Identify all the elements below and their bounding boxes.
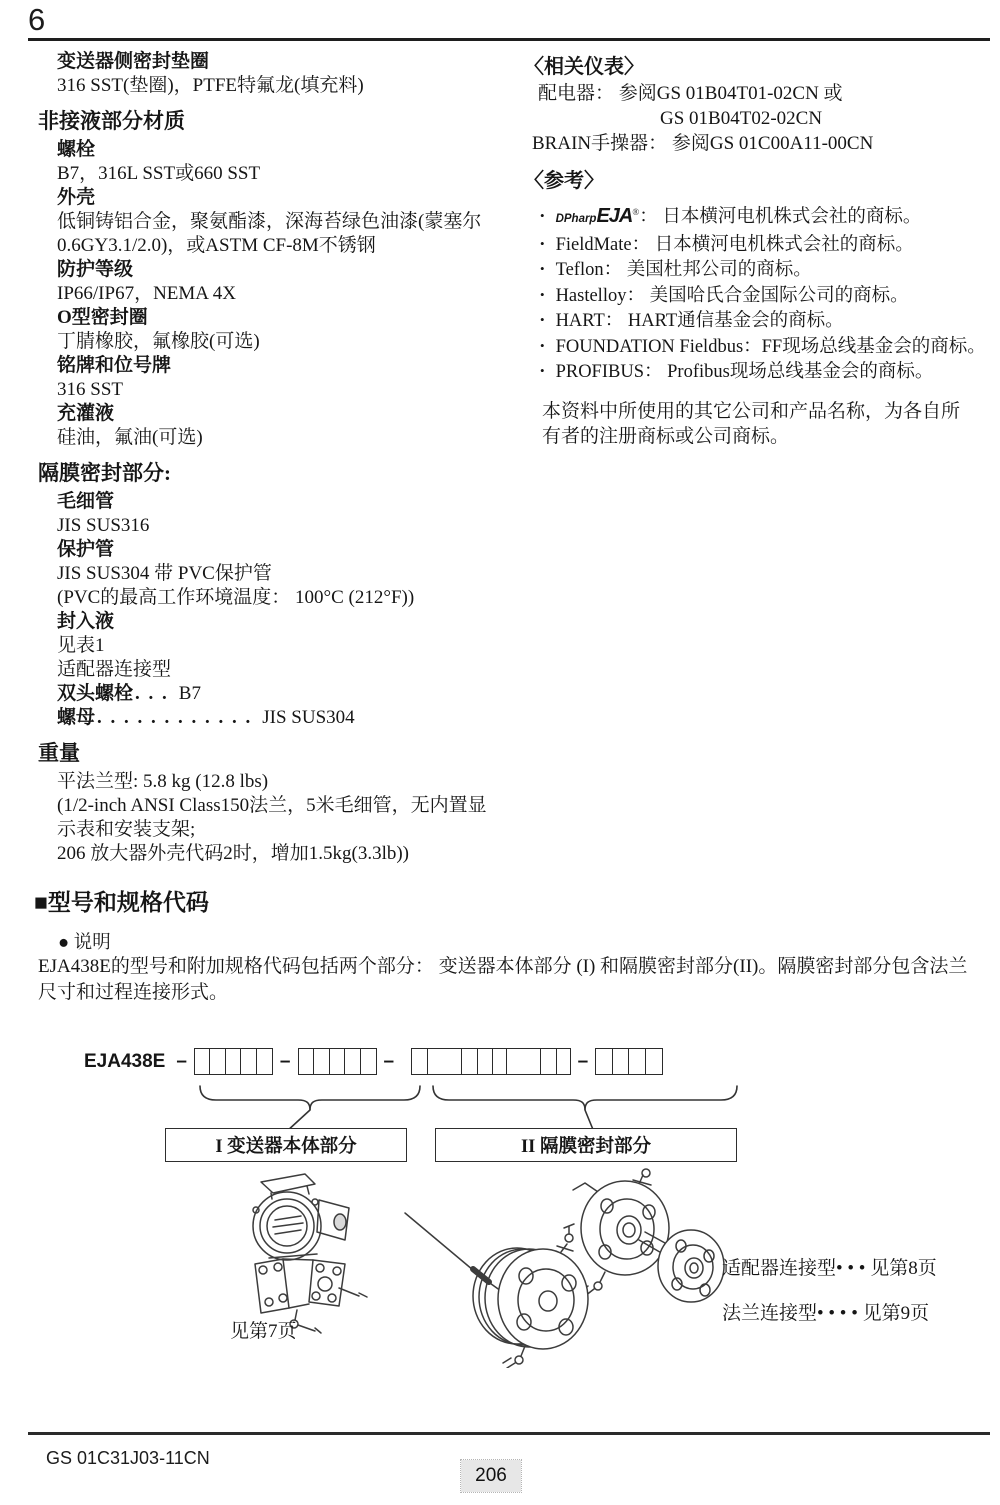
distributor-line2: GS 01B04T02-02CN xyxy=(660,108,823,129)
registered-mark-icon: ® xyxy=(632,207,640,217)
spec-text: 见表1 xyxy=(57,635,105,656)
kv-value: JIS SUS304 xyxy=(262,707,355,728)
part2-label: II 隔膜密封部分 xyxy=(520,1137,652,1157)
eja-logo: EJA xyxy=(596,205,633,227)
spec-text: IP66/IP67，NEMA 4X xyxy=(57,283,236,304)
spec-text: 适配器连接型 xyxy=(57,659,172,680)
trademark-text: HART： HART通信基金会的商标。 xyxy=(555,311,844,331)
spec-text: 示表和安装支架; xyxy=(57,819,196,840)
brain-terminal-line: BRAIN手操器： 参阅GS 01C00A11-00CN xyxy=(532,133,874,154)
bullet-icon: • xyxy=(540,286,545,302)
brace-left xyxy=(200,1086,420,1110)
footer-rule xyxy=(28,1432,990,1435)
spec-text: JIS SUS304 带 PVC保护管 xyxy=(57,563,272,584)
trademark-note: 本资料中所使用的其它公司和产品名称，为各自所有者的注册商标或公司商标。 xyxy=(542,400,961,447)
part1-label-box xyxy=(165,1128,407,1162)
spec-text: (PVC的最高工作环境温度： 100°C (212°F)) xyxy=(57,587,415,608)
flange-connection-caption: 法兰连接型• • • • 见第9页 xyxy=(722,1303,930,1324)
description-bullet: ● 说明 xyxy=(58,933,111,953)
document-number: GS 01C31J03-11CN xyxy=(46,1448,210,1468)
bullet-icon: • xyxy=(540,312,545,327)
kv-dots: . . . xyxy=(135,683,169,704)
trademark-item xyxy=(540,232,998,258)
spec-text: 丁腈橡胶，氟橡胶(可选) xyxy=(57,331,260,352)
spec-text: JIS SUS316 xyxy=(57,515,150,536)
spec-text: B7，316L SST或660 SST xyxy=(57,163,261,184)
spec-text: (1/2-inch ANSI Class150法兰，5米毛细管，无内置显 xyxy=(57,795,487,816)
spec-subhead: 毛细管 xyxy=(57,491,115,512)
kv-label: 双头螺栓 xyxy=(57,683,134,704)
distributor-line: 配电器： 参阅GS 01B04T01-02CN 或 xyxy=(538,83,843,104)
code-dash: – xyxy=(383,1050,395,1072)
bullet-icon: • xyxy=(540,235,545,251)
trademark-text: ： 日本横河电机株式会社的商标。 xyxy=(639,207,922,227)
adapter-connection-caption: 适配器连接型• • • 见第8页 xyxy=(722,1258,937,1279)
spec-text: 316 SST xyxy=(57,379,123,400)
trademark-list xyxy=(520,201,998,385)
kv-dots: . . . . . . . . . . . . xyxy=(97,707,253,728)
spec-subhead: 充灌液 xyxy=(57,403,115,424)
trademark-text: PROFIBUS： Profibus现场总线基金会的商标。 xyxy=(555,362,934,382)
bullet-icon: • xyxy=(540,363,545,378)
code-dash: – xyxy=(176,1050,187,1072)
part2-label-box xyxy=(435,1128,737,1162)
spec-heading: 非接液部分材质 xyxy=(38,109,185,133)
part1-label: I 变送器本体部分 xyxy=(215,1137,357,1157)
left-column xyxy=(38,50,506,866)
trademark-item xyxy=(540,308,998,334)
kv-label: 螺母 xyxy=(57,707,96,728)
model-number-label: EJA438E xyxy=(84,1050,166,1072)
trademark-item xyxy=(540,359,998,385)
code-dash: – xyxy=(279,1050,291,1072)
product-drawings xyxy=(225,1168,745,1368)
spec-subhead: O型密封圈 xyxy=(57,307,148,328)
spec-subhead: 防护等级 xyxy=(57,259,134,280)
spec-subhead: 外壳 xyxy=(57,187,96,208)
spec-key-value xyxy=(57,682,506,706)
code-group-2 xyxy=(298,1048,377,1075)
spec-key-value xyxy=(57,706,506,730)
dpharp-logo: DPharp xyxy=(555,213,597,225)
spec-text: 低铜铸铝合金，聚氨酯漆，深海苔绿色油漆(蒙塞尔 xyxy=(57,211,482,232)
spec-subhead: 铭牌和位号牌 xyxy=(57,355,172,376)
capillary-line xyxy=(405,1213,501,1291)
spec-text: 0.6GY3.1/2.0)，或ASTM CF-8M不锈钢 xyxy=(57,235,376,256)
brace-right xyxy=(433,1086,737,1110)
code-group-1 xyxy=(194,1048,273,1075)
model-codes-heading: ■型号和规格代码 xyxy=(34,890,209,915)
trademark-item xyxy=(540,334,998,360)
related-instruments-title: 〈相关仪表〉 xyxy=(524,56,644,78)
spec-subhead: 螺栓 xyxy=(57,139,96,160)
code-group-4 xyxy=(595,1048,663,1075)
header-rule xyxy=(28,38,990,41)
spec-subhead: 变送器侧密封垫圈 xyxy=(57,51,210,72)
trademark-item-logo xyxy=(540,201,998,232)
model-description: EJA438E的型号和附加规格代码包括两个部分： 变送器本体部分 (I) 和隔膜密封部分(II)。隔膜密封部分包含法兰尺寸和过程连接形式。 xyxy=(38,956,968,1003)
adapter-seal-drawing xyxy=(473,1224,588,1368)
trademark-item xyxy=(540,283,998,309)
see-page7-caption: 见第7页 xyxy=(230,1321,297,1342)
bullet-icon: • xyxy=(540,337,545,353)
spec-text: 硅油，氟油(可选) xyxy=(57,427,203,448)
transmitter-drawing xyxy=(253,1174,367,1333)
spec-text: 206 放大器外壳代码2时，增加1.5kg(3.3lb)) xyxy=(57,843,410,864)
connection-captions xyxy=(722,1253,937,1325)
bullet-icon: • xyxy=(540,261,545,276)
spec-text: 316 SST(垫圈)，PTFE特氟龙(填充料) xyxy=(57,75,364,96)
footer-page-number xyxy=(461,1460,521,1492)
spec-heading: 隔膜密封部分: xyxy=(38,461,171,485)
spec-subhead: 保护管 xyxy=(57,539,115,560)
reference-title: 〈参考〉 xyxy=(524,170,604,192)
flange-seal-drawing xyxy=(573,1169,724,1302)
bullet-icon: • xyxy=(540,208,545,223)
code-dash: – xyxy=(577,1050,589,1072)
page-number: 6 xyxy=(28,2,46,37)
footer-page-number-text: 206 xyxy=(475,1465,507,1486)
spec-heading: 重量 xyxy=(38,741,80,765)
code-group-3 xyxy=(411,1048,571,1075)
spec-subhead: 封入液 xyxy=(57,611,115,632)
model-code-row xyxy=(84,1048,663,1075)
trademark-text: FieldMate： 日本横河电机株式会社的商标。 xyxy=(555,234,914,255)
right-column xyxy=(520,54,998,449)
trademark-text: Hastelloy： 美国哈氏合金国际公司的商标。 xyxy=(555,285,909,306)
spec-text: 平法兰型: 5.8 kg (12.8 lbs) xyxy=(57,771,269,792)
trademark-text: FOUNDATION Fieldbus：FF现场总线基金会的商标。 xyxy=(555,336,986,357)
trademark-text: Teflon： 美国杜邦公司的商标。 xyxy=(555,260,812,280)
trademark-item xyxy=(540,257,998,283)
kv-value: B7 xyxy=(178,683,201,704)
